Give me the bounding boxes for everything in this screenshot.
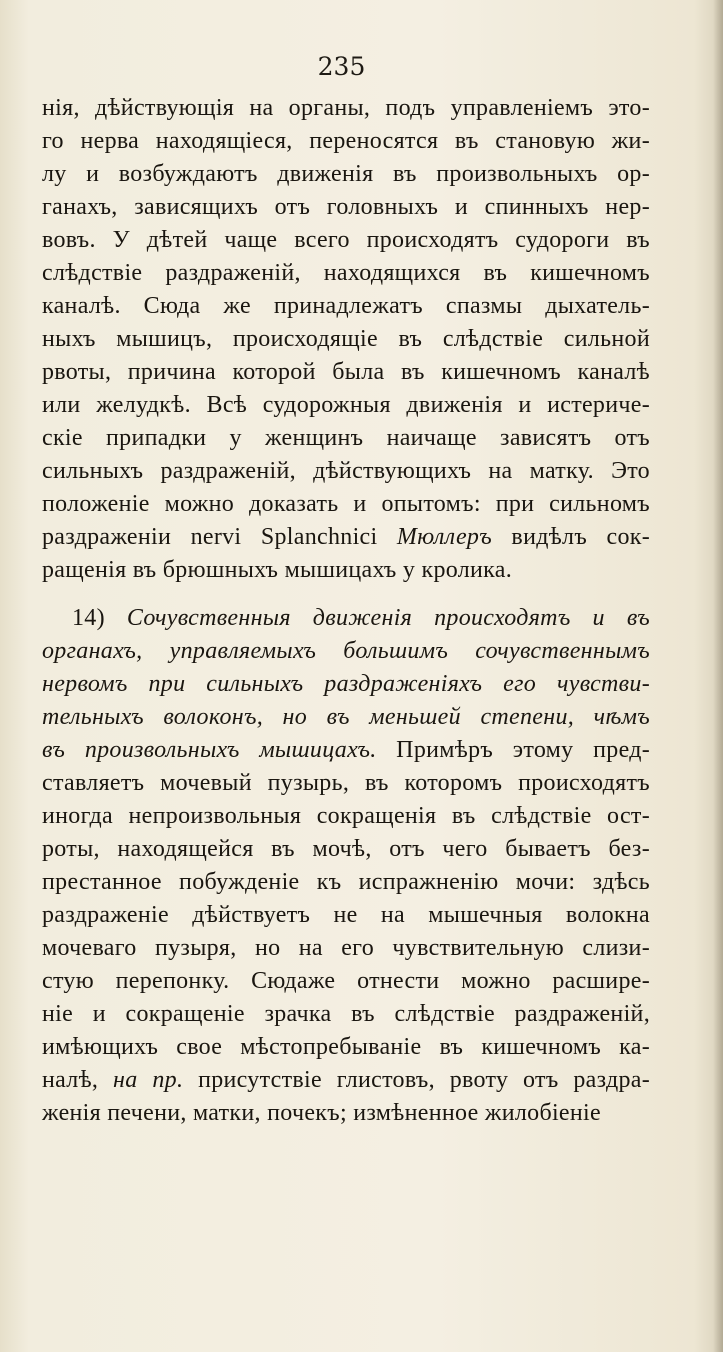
text-span: видѣлъ сок- — [491, 524, 650, 550]
text-line — [42, 488, 650, 521]
text-span: нія, дѣйствующія на органы, подъ управленіемъ это- — [42, 95, 650, 121]
text-line — [42, 125, 650, 158]
text-span: го нерва находящіеся, переносятся въ становую жи- — [42, 128, 650, 154]
text-line — [42, 701, 650, 734]
paragraph-gap — [42, 587, 650, 602]
text-line — [42, 965, 650, 998]
text-span: положеніе можно доказать и опытомъ: при сильномъ — [42, 491, 650, 517]
text-line — [42, 602, 650, 635]
text-line — [42, 158, 650, 191]
italic-text: на пр. — [113, 1067, 184, 1093]
text-span: рвоты, причина которой была въ кишечномъ каналѣ — [42, 359, 650, 385]
text-line — [42, 833, 650, 866]
paragraph — [42, 602, 650, 1130]
text-span: слѣдствіе раздраженій, находящихся въ кишечномъ — [42, 260, 650, 286]
text-line — [42, 92, 650, 125]
text-span: женія печени, матки, почекъ; измѣненное жилобіеніе — [42, 1100, 601, 1126]
text-span: или желудкѣ. Всѣ судорожныя движенія и истериче- — [42, 392, 650, 418]
italic-text: въ произвольныхъ мышицахъ. — [42, 737, 377, 763]
text-span: каналѣ. Сюда же принадлежатъ спазмы дыхатель- — [42, 293, 650, 319]
text-span: скіе припадки у женщинъ наичаще зависятъ отъ — [42, 425, 650, 451]
text-span: роты, находящейся въ мочѣ, отъ чего бываетъ без- — [42, 836, 650, 862]
text-line — [42, 998, 650, 1031]
text-line — [42, 389, 650, 422]
text-line — [42, 734, 650, 767]
text-line — [42, 422, 650, 455]
text-line — [42, 356, 650, 389]
text-span: ныхъ мышицъ, происходящіе въ слѣдствіе сильной — [42, 326, 650, 352]
text-span: присутствіе глистовъ, рвоту отъ раздра- — [183, 1067, 651, 1093]
text-span: мочеваго пузыря, но на его чувствительную слизи- — [42, 935, 650, 961]
text-span: лу и возбуждаютъ движенія въ произвольныхъ ор- — [42, 161, 650, 187]
text-span: ращенія въ брюшныхъ мышицахъ у кролика. — [42, 557, 513, 583]
text-span: ніе и сокращеніе зрачка въ слѣдствіе раздраженій, — [42, 1001, 650, 1027]
paragraph — [42, 92, 650, 587]
text-span: раздраженіи nervi Splanchnici — [42, 524, 397, 550]
text-span: иногда непроизвольныя сокращенія въ слѣдствіе ост- — [42, 803, 650, 829]
text-line — [42, 521, 650, 554]
text-span: налѣ, — [42, 1067, 114, 1093]
text-line — [42, 191, 650, 224]
text-span: Примѣръ этому пред- — [376, 737, 651, 763]
text-span: престанное побужденіе къ испражненію мочи: здѣсь — [42, 869, 650, 895]
text-span: ставляетъ мочевый пузырь, въ которомъ происходятъ — [42, 770, 650, 796]
text-line — [42, 668, 650, 701]
text-line — [42, 257, 650, 290]
page-edge-shadow — [713, 0, 723, 1352]
text-line — [42, 635, 650, 668]
text-span: раздраженіе дѣйствуетъ не на мышечныя волокна — [42, 902, 650, 928]
text-line — [42, 866, 650, 899]
text-line — [42, 800, 650, 833]
text-line — [42, 767, 650, 800]
body-text — [42, 92, 650, 1130]
text-line — [42, 224, 650, 257]
text-line — [42, 899, 650, 932]
text-span: стую перепонку. Сюдаже отнести можно расшире- — [42, 968, 650, 994]
text-line — [42, 932, 650, 965]
text-span: 14) — [72, 605, 127, 631]
italic-text: нервомъ при сильныхъ раздраженіяхъ его чувстви- — [42, 671, 650, 697]
text-line — [42, 1097, 650, 1130]
text-span: сильныхъ раздраженій, дѣйствующихъ на матку. Это — [42, 458, 650, 484]
text-line — [42, 455, 650, 488]
text-span: имѣющихъ свое мѣстопребываніе въ кишечномъ ка- — [42, 1034, 650, 1060]
text-line — [42, 1031, 650, 1064]
text-line — [42, 554, 650, 587]
text-line — [42, 1064, 650, 1097]
page-number: 235 — [317, 52, 366, 81]
text-span: ганахъ, зависящихъ отъ головныхъ и спинныхъ нер- — [42, 194, 650, 220]
italic-text: органахъ, управляемыхъ большимъ сочувственнымъ — [42, 638, 650, 664]
text-span: вовъ. У дѣтей чаще всего происходятъ судороги въ — [42, 227, 650, 253]
text-line — [42, 323, 650, 356]
text-line — [42, 290, 650, 323]
italic-text: тельныхъ волоконъ, но въ меньшей степени, чѣмъ — [42, 704, 650, 730]
italic-text: Сочувственныя движенія происходятъ и въ — [126, 605, 650, 631]
italic-text: Мюллеръ — [396, 524, 492, 550]
